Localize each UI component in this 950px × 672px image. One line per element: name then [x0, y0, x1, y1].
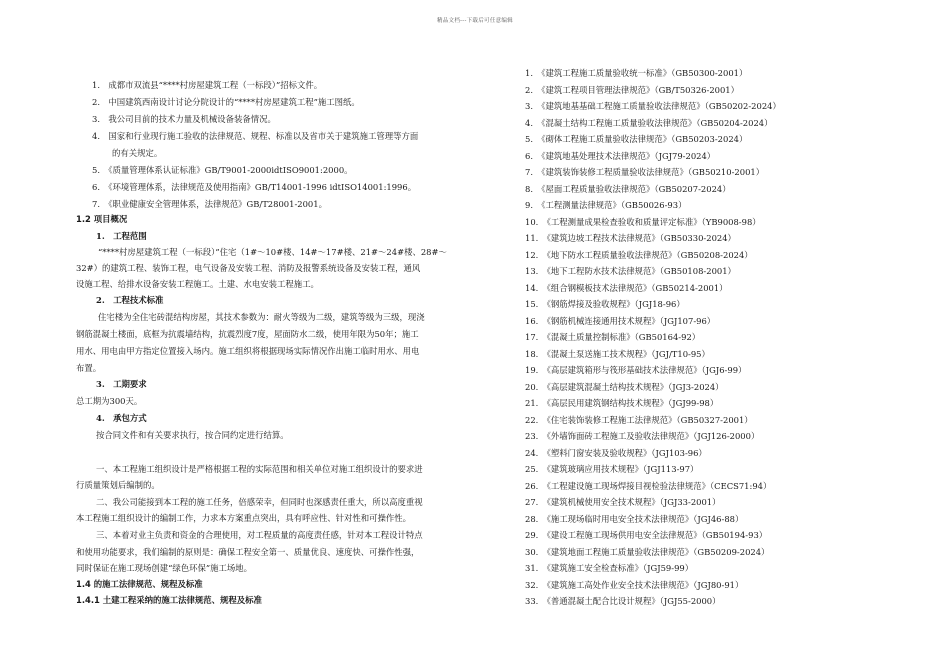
page-header: 精品文档---下载后可任意编辑	[436, 18, 514, 24]
right-list-item: 11. 《建筑边坡工程技术法律规范》（GB50330-2024）	[525, 233, 736, 243]
left-list-item: 3. 我公司目前的技术力量及机械设备装备情况。	[92, 114, 276, 124]
right-list-item: 9. 《工程测量法律规范》（GB50026-93）	[525, 200, 687, 210]
section-heading: 1.2 项目概况	[76, 214, 128, 224]
subsection-heading: 3. 工期要求	[96, 379, 147, 389]
subsection-heading: 2. 工程技术标准	[96, 295, 164, 305]
right-list-item: 17. 《混凝土质量控制标准》（GB50164-92）	[525, 332, 701, 342]
right-list-item: 6. 《建筑地基处理技术法律规范》（JGJ79-2024）	[525, 150, 716, 161]
right-list-item: 16. 《钢筋机械连接通用技术规程》（JGJ107-96）	[525, 315, 716, 326]
left-list-item: 4. 国家和行业现行施工验收的法律规范、规程、标准以及省市关于建筑施工管理等方面	[92, 131, 419, 141]
right-list-item: 22. 《住宅装饰装修工程施工法律规范》（GB50327-2001）	[525, 414, 753, 425]
left-list-item: 1. 成都市双流县“****村房屋建筑工程（一标段）”招标文件。	[92, 80, 323, 90]
right-list-item: 2. 《建筑工程项目管理法律规范》（GB/T50326-2001）	[525, 84, 740, 95]
right-list-item: 12. 《地下防水工程质量验收法律规范》（GB50208-2024）	[525, 249, 753, 260]
right-list-item: 26. 《工程建设施工现场焊接目视检验法律规范》（CECS71:94）	[525, 480, 772, 491]
right-list-item: 31. 《建筑施工安全检查标准》（JGJ59-99）	[525, 563, 694, 573]
right-list-item: 3. 《建筑地基基础工程施工质量验收法律规范》（GB50202-2024）	[525, 101, 781, 111]
right-list-item: 15. 《钢筋焊接及验收规程》（JGJ18-96）	[525, 299, 685, 309]
body-line: 三、本着对业主负责和资金的合理使用，对工程质量的高度责任感，针对本工程设计特点	[96, 530, 423, 540]
right-list-item: 5. 《砌体工程施工质量验收法律规范》（GB50203-2024）	[525, 134, 748, 144]
body-line: 钢筋混凝土楼面，底框为抗震墙结构，抗震烈度7度，屋面防水二级，使用年限为50年；施工	[76, 329, 419, 339]
right-list-item: 24. 《塑料门窗安装及验收规程》（JGJ103-96）	[525, 447, 707, 458]
right-list-item: 32. 《建筑施工高处作业安全技术法律规范》（JGJ80-91）	[525, 579, 744, 590]
right-list-item: 4. 《混凝土结构工程施工质量验收法律规范》（GB50204-2024）	[525, 117, 773, 128]
body-line: 布置。	[76, 363, 102, 373]
body-line: 本工程施工组织设计的编制工作，力求本方案重点突出，具有呼应性、针对性和可操作性。	[76, 513, 411, 523]
body-line: 设施工程、给排水设备安装工程施工。土建、水电安装工程施工。	[76, 279, 319, 289]
body-line: 行质量策划后编制的。	[76, 480, 160, 490]
right-list-item: 28. 《施工现场临时用电安全技术法律规范》（JGJ46-88）	[525, 513, 744, 524]
right-list-item: 10. 《工程测量成果检查验收和质量评定标准》（YB9008-98）	[525, 216, 761, 227]
section-heading: 1.4 的施工法律规范、规程及标准	[76, 579, 203, 589]
left-list-item: 的有关规定。	[112, 148, 163, 158]
right-list-item: 23. 《外墙饰面砖工程施工及验收法律规范》（JGJ126-2000）	[525, 431, 760, 441]
body-line: 住宅楼为全住宅砖混结构房屋，其技术参数为：耐火等级为二级，建筑等级为三级，现浇	[98, 312, 425, 322]
right-list-item: 30. 《建筑地面工程施工质量验收法律规范》（GB50209-2024）	[525, 546, 770, 557]
body-line: 和使用功能要求，我们编制的原则是：确保工程安全第一、质量优良、速度快、可操作性强，	[76, 547, 420, 557]
right-list-item: 27. 《建筑机械使用安全技术规程》（JGJ33-2001）	[525, 497, 721, 507]
subsection-heading: 1. 工程范围	[96, 231, 147, 241]
section-heading: 1.4.1 土建工程采纳的施工法律规范、规程及标准	[76, 595, 262, 605]
right-list-item: 8. 《屋面工程质量验收法律规范》（GB50207-2024）	[525, 183, 731, 194]
right-list-item: 21. 《高层民用建筑钢结构技术规程》（JGJ99-98）	[525, 398, 719, 408]
body-line: 按合同文件和有关要求执行，按合同约定进行结算。	[96, 430, 289, 440]
subsection-heading: 4. 承包方式	[96, 413, 147, 423]
right-list-item: 1. 《建筑工程施工质量验收统一标准》（GB50300-2001）	[525, 68, 748, 78]
right-list-item: 33. 《普通混凝土配合比设计规程》（JGJ55-2000）	[525, 596, 721, 606]
right-list-item: 20. 《高层建筑混凝土结构技术规程》（JGJ3-2024）	[525, 381, 724, 392]
body-line: 一、本工程施工组织设计是严格根据工程的实际范围和相关单位对施工组织设计的要求进	[96, 464, 423, 474]
body-line: 32#）的建筑工程、装饰工程，电气设备及安装工程、消防及报警系统设备及安装工程，通风	[76, 263, 421, 273]
right-list-item: 18. 《混凝土泵送施工技术规程》（JGJ/T10-95）	[525, 348, 710, 359]
right-list-item: 29. 《建设工程施工现场供用电安全法律规范》（GB50194-93）	[525, 530, 768, 540]
body-line: 用水、用电由甲方指定位置接入场内。施工组织将根据现场实际情况作出施工临时用水、用电	[76, 346, 420, 356]
right-list-item: 19. 《高层建筑箱形与筏形基础技术法律规范》（JGJ6-99）	[525, 365, 747, 375]
right-list-item: 25. 《建筑玻璃应用技术规程》（JGJ113-97）	[525, 464, 699, 474]
right-list-item: 7. 《建筑装饰装修工程质量验收法律规范》（GB50210-2001）	[525, 167, 765, 177]
body-line: 二、我公司能接到本工程的施工任务，倍感荣幸，但同时也深感责任重大，所以高度重视	[96, 497, 423, 507]
right-list-item: 14. 《组合钢模板技术法律规范》（GB50214-2001）	[525, 282, 728, 293]
left-list-item: 6. 《环境管理体系，法律规范及使用指南》GB/T14001-1996 idtISO14001:1996。	[92, 182, 417, 192]
left-list-item: 7. 《职业健康安全管理体系，法律规范》GB/T28001-2001。	[92, 199, 327, 209]
left-list-item: 5. 《质量管理体系认证标准》GB/T9001-2000idtISO9001:2000。	[92, 165, 353, 175]
body-line: 同时保证在施工现场创建“绿色环保”施工场地。	[76, 563, 253, 573]
body-line: 总工期为300天。	[76, 396, 143, 406]
left-list-item: 2. 中国建筑西南设计讨论分院设计的“****村房屋建筑工程”施工图纸。	[92, 97, 360, 107]
right-list-item: 13. 《地下工程防水技术法律规范》（GB50108-2001）	[525, 266, 736, 276]
body-line: “****村房屋建筑工程（一标段）”住宅（1#～10#楼、14#～17#楼、21#～24#楼、28#～	[98, 247, 447, 257]
